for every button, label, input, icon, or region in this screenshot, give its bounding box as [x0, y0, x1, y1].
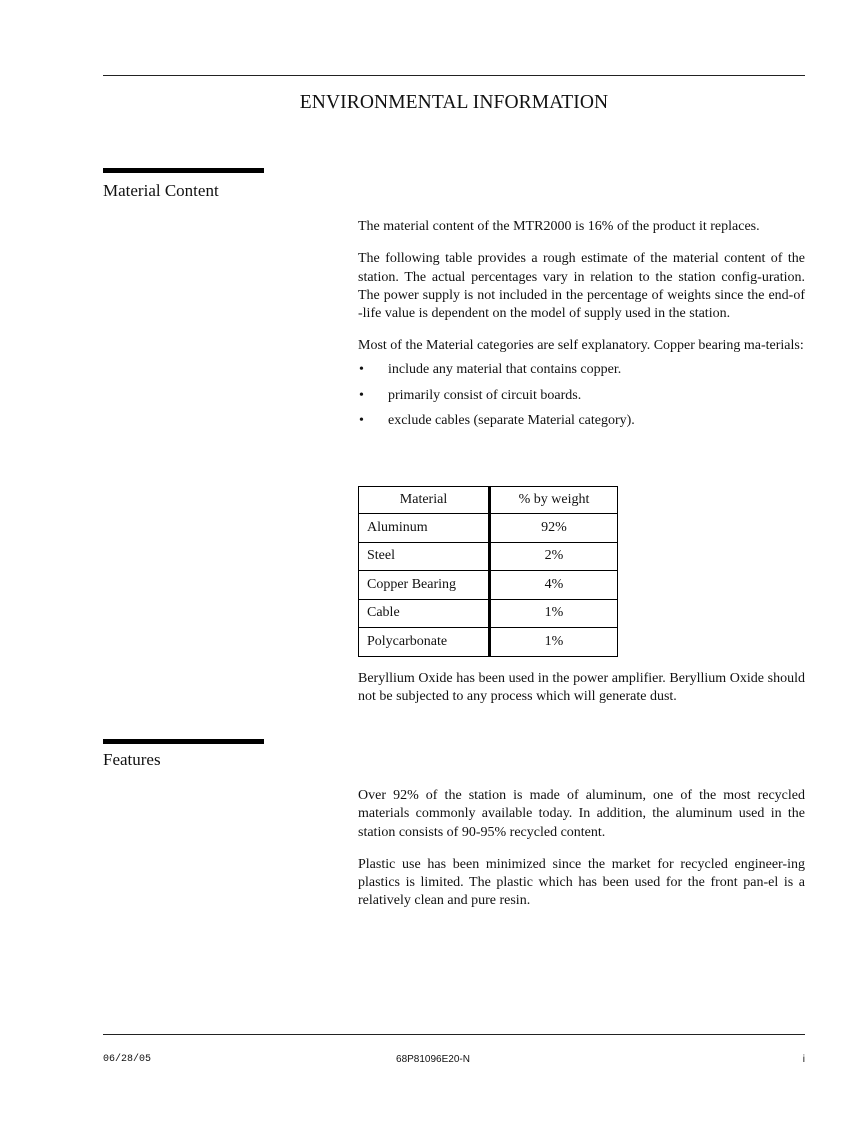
weight-cell: 2%	[490, 542, 618, 571]
aluminum-paragraph: Over 92% of the station is made of aluminum, one of the most recycled materials commonly available today. In addition, the aluminum used in the station consists of 90-95% recycled content.	[358, 788, 805, 840]
footer-date: 06/28/05	[103, 1054, 152, 1065]
material-cell: Copper Bearing	[359, 571, 490, 600]
material-cell: Aluminum	[359, 514, 490, 543]
list-item: • exclude cables (separate Material category).	[358, 412, 805, 430]
material-content-body	[358, 218, 805, 438]
material-table-description-paragraph: The following table provides a rough estimate of the material content of the station. The actual percentages vary in relation to the station config-uration. The power supply is not included in the percentage of weights since the end-of -life value is dependent on the model of supply used in the station.	[358, 251, 805, 322]
bullet-icon: •	[359, 413, 364, 429]
table-row	[359, 599, 618, 628]
bullet-icon: •	[359, 361, 364, 377]
table-row	[359, 628, 618, 657]
material-intro-paragraph: The material content of the MTR2000 is 16% of the product it replaces.	[358, 219, 760, 234]
table-row	[359, 514, 618, 543]
column-header-material: Material	[359, 487, 490, 514]
footer-page-number: i	[802, 1054, 805, 1065]
footer-document-number: 68P81096E20-N	[396, 1054, 470, 1065]
bullet-icon: •	[359, 387, 364, 403]
table-header-row	[359, 487, 618, 514]
list-item: • include any material that contains copper.	[358, 361, 805, 379]
weight-cell: 4%	[490, 571, 618, 600]
column-header-weight: % by weight	[490, 487, 618, 514]
weight-cell: 1%	[490, 599, 618, 628]
features-body	[358, 787, 805, 925]
material-cell: Cable	[359, 599, 490, 628]
section-divider-bar	[103, 739, 264, 744]
material-cell: Polycarbonate	[359, 628, 490, 657]
list-item: • primarily consist of circuit boards.	[358, 387, 805, 405]
weight-cell: 92%	[490, 514, 618, 543]
page-title: ENVIRONMENTAL INFORMATION	[299, 92, 609, 113]
material-content-heading: Material Content	[103, 181, 219, 200]
table-row	[359, 542, 618, 571]
copper-bearing-paragraph: Most of the Material categories are self explanatory. Copper bearing ma-terials:	[358, 338, 804, 354]
copper-bearing-list	[358, 361, 805, 431]
material-table	[358, 486, 618, 657]
section-divider-bar	[103, 168, 264, 173]
header-rule	[103, 75, 805, 76]
footer-rule	[103, 1034, 805, 1035]
material-cell: Steel	[359, 542, 490, 571]
table-row	[359, 571, 618, 600]
features-heading: Features	[103, 750, 161, 769]
weight-cell: 1%	[490, 628, 618, 657]
plastic-paragraph: Plastic use has been minimized since the market for recycled engineer-ing plastics is limited. The plastic which has been used for the front pan-el is a relatively clean and pure resin.	[358, 856, 805, 909]
beryllium-paragraph: Beryllium Oxide has been used in the power amplifier. Beryllium Oxide should not be subjected to any process which will generate dust.	[358, 671, 805, 705]
beryllium-note	[358, 670, 805, 721]
